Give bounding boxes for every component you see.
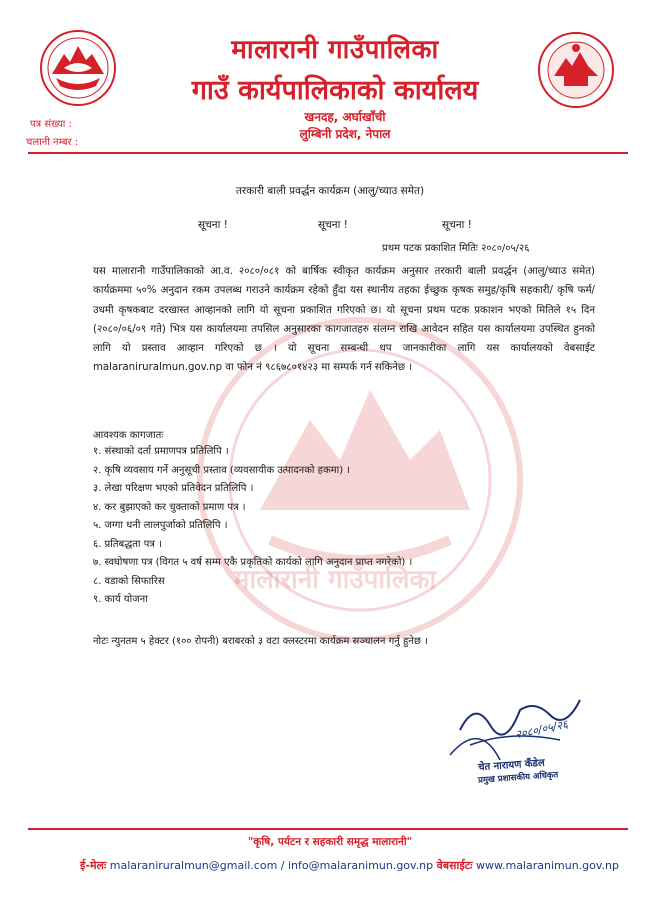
notice-word-2: सूचना ! [318, 219, 348, 231]
signature-date: २०८०/०५/२६ [514, 717, 569, 742]
document-item: ३. लेखा परिक्षण भएको प्रतिवेदन प्रतिलिपि । [93, 483, 254, 494]
notice-body-paragraph: यस मालारानी गाउँपालिकाको आ.व. २०८०/०८१ को बार्षिक स्वीकृत कार्यक्रम अनुसार तरकारी बाली प्रवर्द्धन (आलु/च्याउ समेत) कार्यक्रममा ५०% अनुदान रकम उपलब्ध गराउने कार्यक्रम रहेको हुँदा यस स्थानीय तहका ईच्छुक कृषक समुह/कृषि सहकारी/ कृषि फर्म/ उधमी कृषकबाट दरखास्त आव्हानको लागि यो सूचना प्रकाशित गरिएको छ। यो सूचना प्रथम पटक प्रकाशन भएको मितिले १५ दिन (२०८०/०६/०९ गते) भित्र यस कार्यालयमा तपसिल अनुसारका कागजातहरु संलग्न राखि आवेदन सहित यस कार्यालयमा उपस्थित हुनको लागि यो प्रस्ताव आव्हान गरिएको छ । यो सूचना सम्बन्धी थप जानकारीका लागि यस कार्यालयको वेबसाईट malaraniruralmun.gov.np वा फोन नं ९८६७८०१४२३ मा सम्पर्क गर्न सकिनेछ । [93, 266, 595, 374]
dispatch-number-label: चलानी नम्बर : [26, 137, 79, 148]
website-label: वेबसाईटः [436, 859, 473, 872]
signatory-name: चेत नारायण कँडेल [477, 757, 546, 774]
office-name: गाउँ कार्यपालिकाको कार्यालय [191, 75, 479, 106]
signatory-title: प्रमुख प्रशासकीय अधिकृत [477, 770, 559, 786]
footer-slogan: "कृषि, पर्यटन र सहकारी समृद्ध मालारानी" [247, 836, 413, 848]
footer-contact [80, 858, 619, 873]
document-item: ८. वडाको सिफारिस [93, 575, 165, 587]
subject-line: तरकारी बाली प्रवर्द्धन कार्यक्रम (आलु/च्याउ समेत) [235, 185, 425, 197]
document-item: ७. स्वघोषणा पत्र (विगत ५ वर्ष सम्म एकै प्रकृतिको कार्यको लागि अनुदान प्राप्त नगरेको) । [93, 557, 413, 568]
email-value[interactable]: malaraniruralmun@gmail.com / info@malaranimun.gov.np [109, 859, 434, 872]
document-item: ५. जग्गा धनी लालपुर्जाको प्रतिलिपि । [93, 520, 228, 531]
org-name: मालारानी गाउँपालिका [231, 35, 439, 65]
document-item: २. कृषि व्यवसाय गर्ने अनुसूची प्रस्ताव (व्यवसायीक उत्पादनको हकमा) । [93, 464, 351, 476]
nepal-emblem-left-icon [38, 28, 118, 108]
document-item: ९. कार्य योजना [93, 594, 148, 605]
notice-word-3: सूचना ! [442, 219, 472, 231]
publish-date: प्रथम पटक प्रकाशित मितिः २०८०/०५/२६ [382, 243, 530, 254]
address-line-2: लुम्बिनी प्रदेश, नेपाल [299, 127, 391, 141]
address-line-1: खनदह, अर्घाखाँची [304, 110, 386, 124]
letter-number-label: पत्र संख्या : [30, 119, 72, 130]
document-item: ४. कर बुझाएको कर चुक्ताको प्रमाण पत्र । [93, 501, 246, 513]
website-value[interactable]: www.malaranimun.gov.np [476, 859, 619, 872]
notice-word-1: सूचना ! [198, 219, 228, 231]
document-item: ६. प्रतिबद्धता पत्र । [93, 538, 162, 550]
footer-divider [28, 828, 628, 830]
document-item: १. संस्थाको दर्ता प्रमाणपत्र प्रतिलिपि । [93, 446, 229, 457]
note-text: नोटः न्युनतम ५ हेक्टर (१०० रोपनी) बराबरको ३ वटा क्लस्टरमा कार्यक्रम सञ्चालन गर्नु हुनेछ । [93, 636, 428, 647]
documents-list [93, 443, 412, 610]
watermark-text: मालारानी गाउँपालिका [233, 565, 437, 595]
header-divider [28, 152, 628, 154]
email-label: ई-मेलः [80, 859, 107, 872]
documents-title: आवश्यक कागजातः [93, 430, 164, 441]
